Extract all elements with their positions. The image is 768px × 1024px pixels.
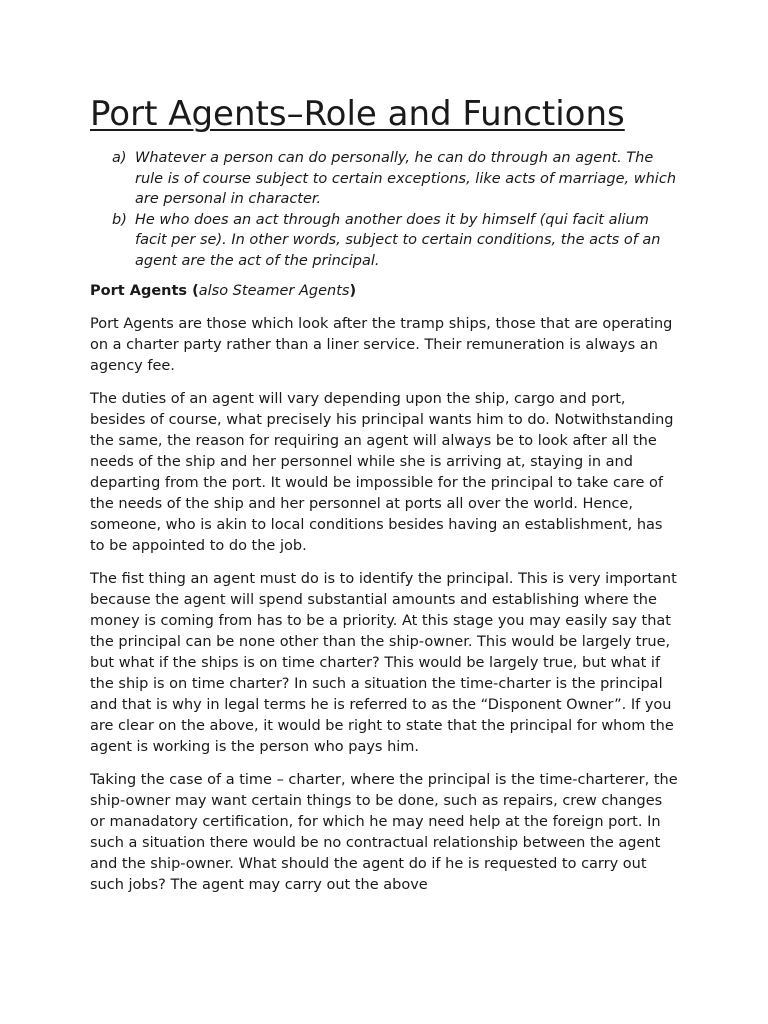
paragraph: The fist thing an agent must do is to identify the principal. This is very important because the agent will spend substantial amounts and establishing where the money is coming from has to be a priority. At this stage you may easily say that the principal can be none other than the ship-owner. This would be largely true, but what if the ships is on time charter? This would be largely true, but what if the ship is on time charter? In such a situation the time-charter is the principal and that is why in legal terms he is referred to as the “Disponent Owner”. If you are clear on the above, it would be right to state that the principal for whom the agent is working is the person who pays him. bbox=[90, 570, 677, 755]
paragraph: Taking the case of a time – charter, where the principal is the time-charterer, the ship-owner may want certain things to be done, such as repairs, crew changes or manadatory certification, for which he may need help at the foreign port. In such a situation there would be no contractual relationship between the agent and the ship-owner. What should the agent do if he is requested to carry out such jobs? The agent may carry out the above bbox=[90, 771, 678, 893]
section-heading bbox=[90, 281, 680, 302]
section-heading-close-paren: ) bbox=[349, 283, 357, 299]
list-item-text: He who does an act through another does it by himself (qui facit alium facit per se). In other words, subject to certain conditions, the acts of an agent are the act of the principal. bbox=[135, 211, 661, 269]
principles-list bbox=[90, 148, 680, 271]
section-heading-open-paren: ( bbox=[187, 283, 199, 299]
section-heading-note: also Steamer Agents bbox=[198, 283, 350, 299]
list-item bbox=[90, 148, 680, 210]
page-title: Port Agents–Role and Functions bbox=[90, 94, 625, 134]
document-page bbox=[90, 92, 680, 908]
list-marker: b) bbox=[112, 211, 127, 228]
list-item bbox=[90, 210, 680, 272]
paragraph: The duties of an agent will vary depending upon the ship, cargo and port, besides of course, what precisely his principal wants him to do. Notwithstanding the same, the reason for requiring an agent will always be to look after all the needs of the ship and her personnel while she is arriving at, staying in and departing from the port. It would be impossible for the principal to take care of the needs of the ship and her personnel at ports all over the world. Hence, someone, who is akin to local conditions besides having an establishment, has to be appointed to do the job. bbox=[90, 390, 674, 554]
paragraph: Port Agents are those which look after the tramp ships, those that are operating on a charter party rather than a liner service. Their remuneration is always an agency fee. bbox=[90, 315, 673, 374]
list-marker: a) bbox=[112, 150, 127, 166]
section-heading-main: Port Agents bbox=[90, 283, 188, 299]
list-item-text: Whatever a person can do personally, he can do through an agent. The rule is of course subject to certain exceptions, like acts of marriage, which are personal in character. bbox=[135, 150, 677, 207]
